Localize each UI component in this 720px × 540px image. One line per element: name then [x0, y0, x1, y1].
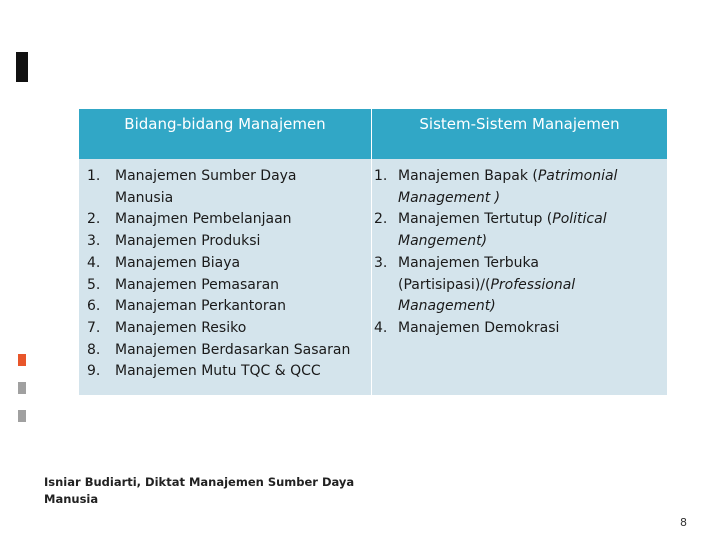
header-bidang: Bidang-bidang Manajemen [124, 115, 326, 133]
item-text [115, 166, 371, 209]
accent-bar-gray [18, 382, 26, 394]
list-item [372, 209, 667, 252]
item-number: 7. [87, 319, 101, 336]
list-item [372, 166, 667, 209]
item-line: Manajemen Sumber Daya [115, 168, 297, 184]
sistem-cell [371, 159, 667, 395]
item-line: Manusia [115, 189, 174, 206]
item-number: 1. [87, 168, 101, 184]
item-text [398, 166, 667, 209]
item-line: Manajemen Tertutup ( [398, 211, 553, 228]
item-number: 3. [87, 233, 101, 250]
item-text: Manajeman Perkantoran [115, 298, 287, 315]
item-number: 3. [374, 254, 388, 271]
management-table [78, 108, 668, 396]
bidang-list [79, 159, 371, 383]
list-item [79, 318, 371, 340]
accent-bar-orange [18, 354, 26, 366]
item-line-italic: Management ) [398, 189, 501, 206]
item-text: Manajemen Mutu TQC & QCC [115, 363, 321, 380]
item-number: 4. [374, 319, 388, 336]
accent-bar-gray [18, 410, 26, 422]
item-text [398, 253, 667, 318]
list-item [79, 361, 371, 383]
item-number: 2. [374, 211, 388, 228]
header-sistem: Sistem-Sistem Manajemen [371, 109, 667, 159]
item-number: 2. [87, 211, 101, 228]
list-item [79, 209, 371, 231]
item-line-italic: Professional [490, 276, 576, 293]
list-item [372, 253, 667, 318]
list-item [79, 231, 371, 253]
footer-citation: Isniar Budiarti, Diktat Manajemen Sumber Daya Manusia [44, 475, 355, 506]
item-line-italic: Mangement) [398, 233, 488, 250]
item-line-italic: Patrimonial [537, 168, 618, 184]
item-text: Manajemen Resiko [115, 319, 247, 336]
item-number: 1. [374, 168, 388, 184]
item-text: Manajemen Pemasaran [115, 276, 280, 293]
list-item [79, 253, 371, 275]
list-item [79, 340, 371, 362]
item-number: 6. [87, 298, 101, 315]
item-text: Manajemen Berdasarkan Sasaran [115, 341, 351, 358]
page-number: 8 [680, 516, 687, 529]
item-line: Manajemen Terbuka [398, 254, 539, 271]
item-text: Manajemen Biaya [115, 254, 241, 271]
list-item [372, 318, 667, 340]
item-text: Manajemen Demokrasi [398, 319, 560, 336]
item-number: 8. [87, 341, 101, 358]
table-header [79, 109, 667, 159]
item-line-italic: Political [552, 211, 607, 228]
list-item [79, 275, 371, 297]
item-text: Manajemen Produksi [115, 233, 261, 250]
accent-bar-top [16, 52, 28, 82]
item-number: 5. [87, 276, 101, 293]
item-number: 4. [87, 254, 101, 271]
item-line: Manajemen Bapak ( [398, 168, 538, 184]
list-item [79, 166, 371, 209]
item-text: Manajmen Pembelanjaan [115, 211, 292, 228]
item-number: 9. [87, 363, 101, 380]
list-item [79, 296, 371, 318]
item-line-italic: Management) [398, 298, 496, 315]
bidang-cell [79, 159, 371, 395]
sistem-list [372, 159, 667, 340]
table-body [79, 159, 667, 395]
item-line: (Partisipasi)/( [398, 276, 491, 293]
item-text [398, 209, 667, 252]
